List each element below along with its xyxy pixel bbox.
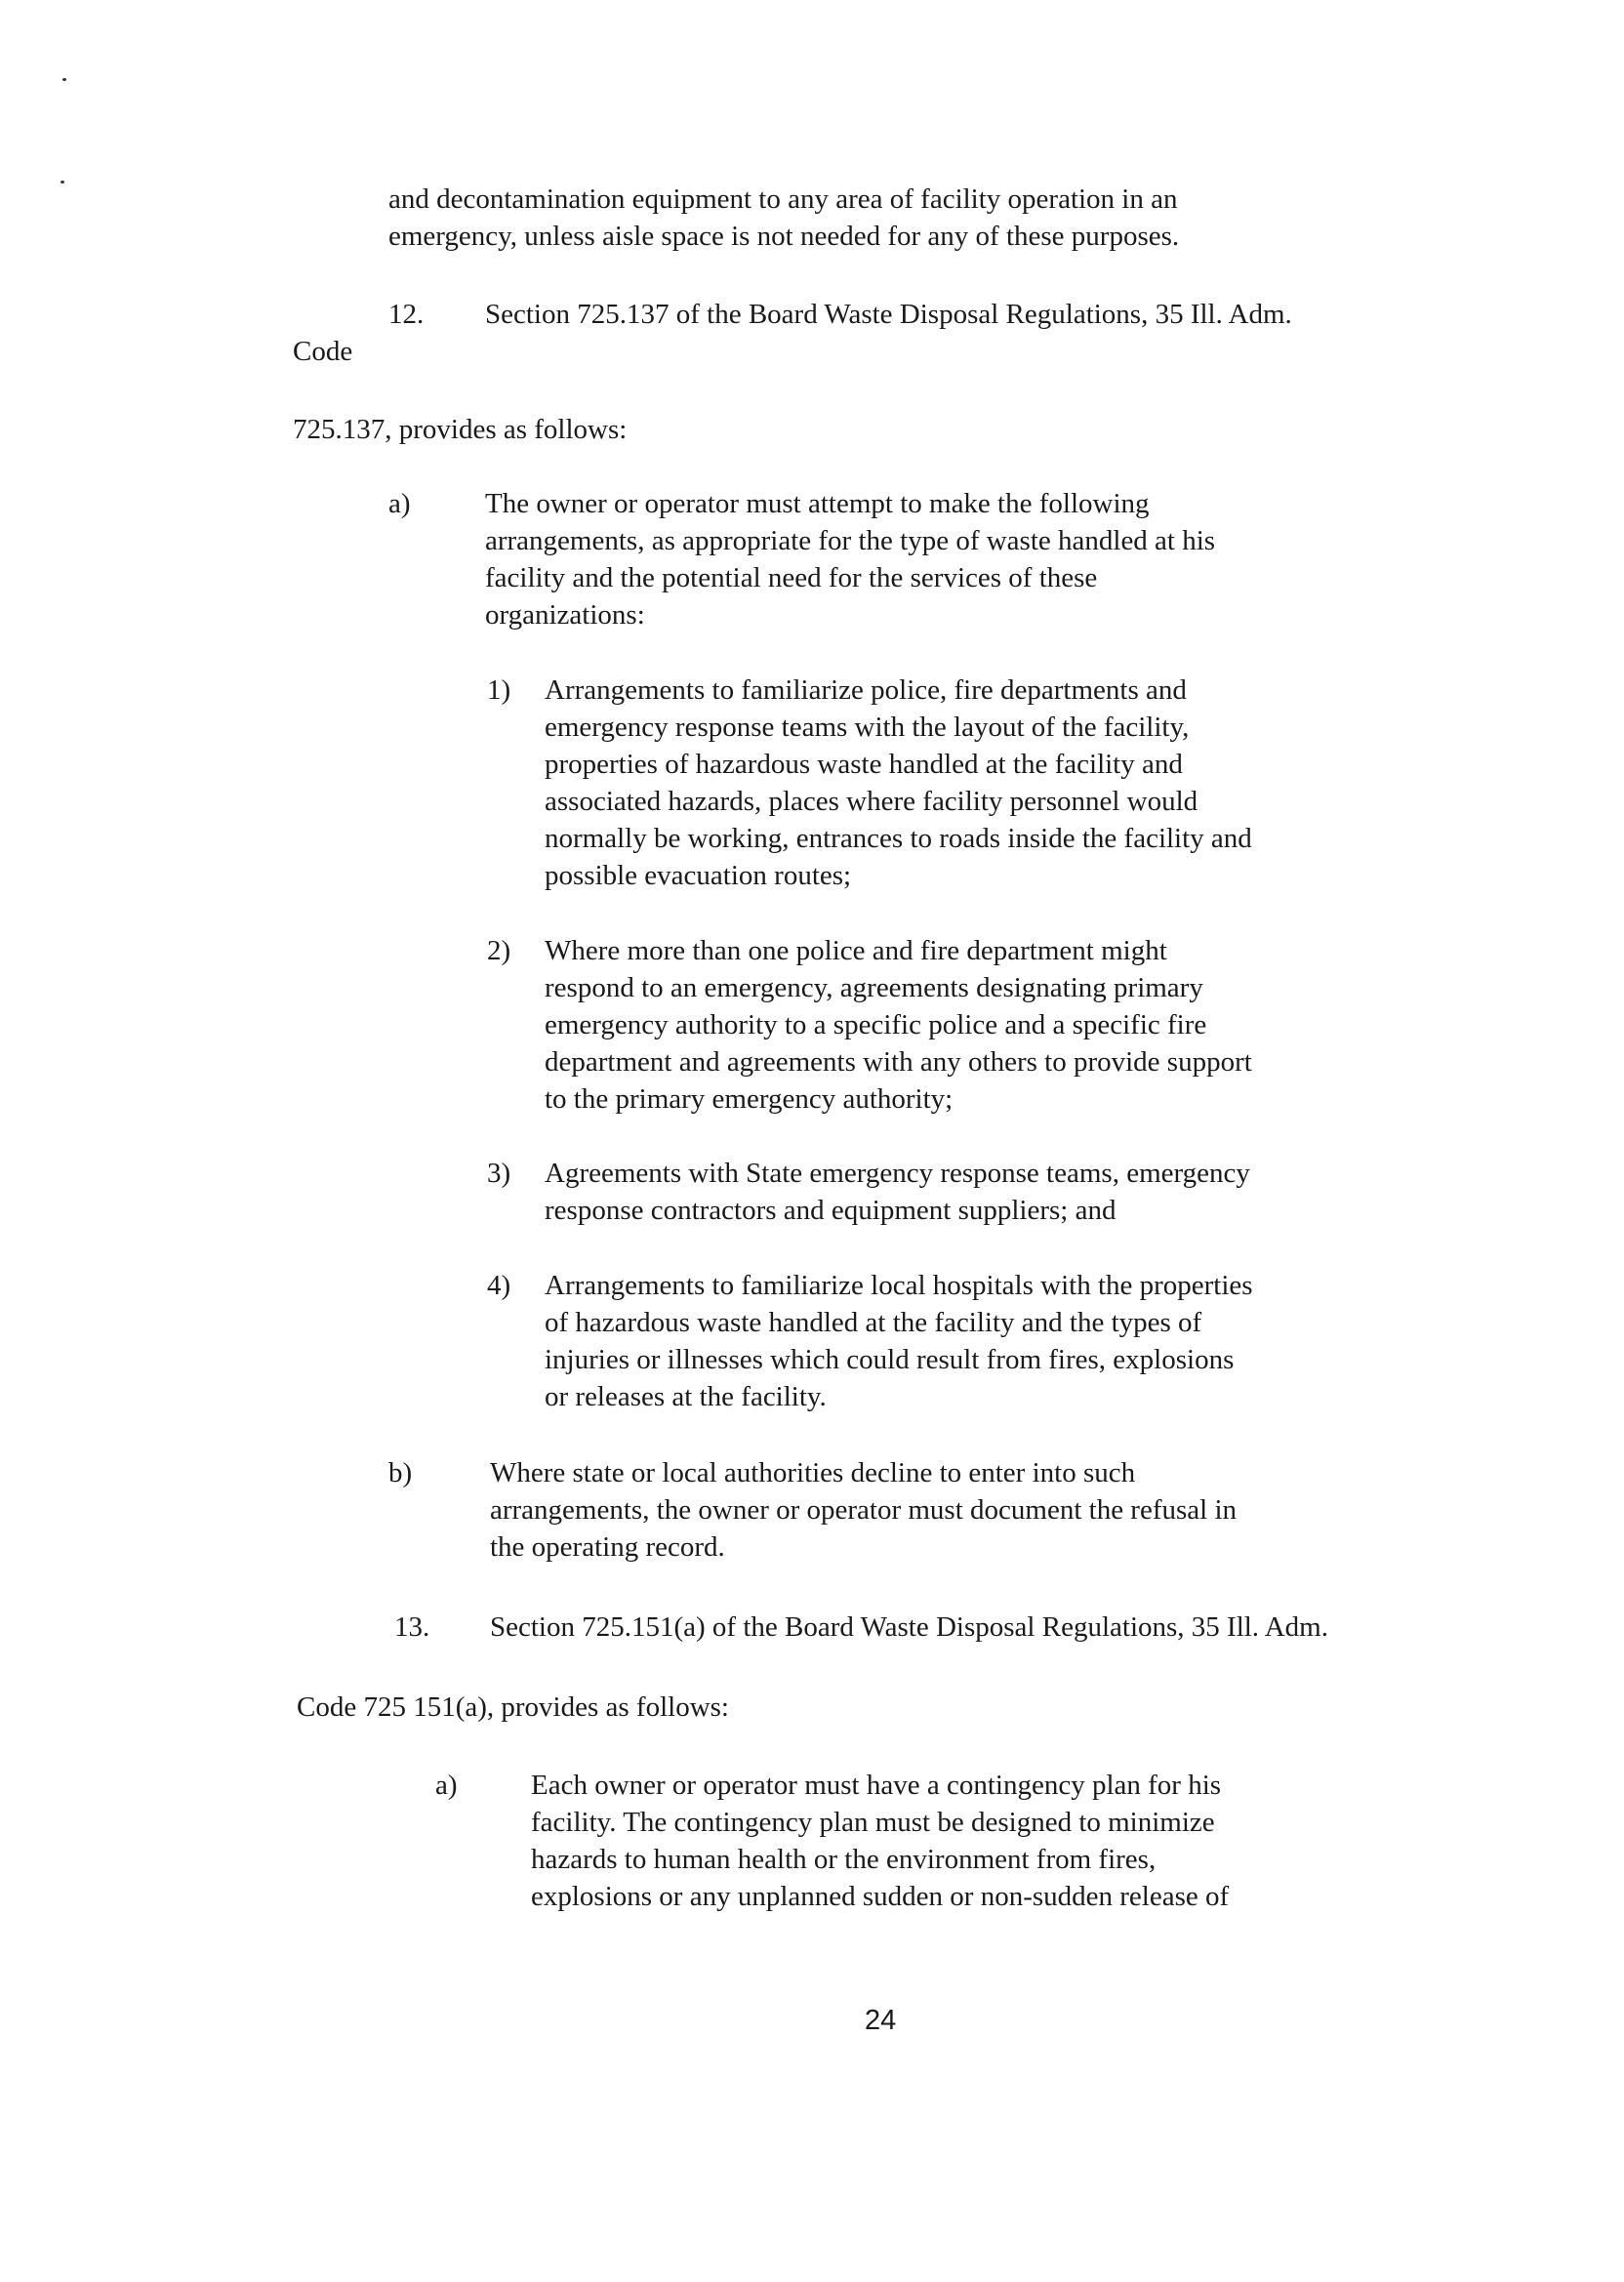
sublist-item-line: department and agreements with any others to provide support	[545, 1046, 1252, 1078]
paragraph-text: Section 725.151(a) of the Board Waste Disposal Regulations, 35 Ill. Adm.	[490, 1611, 1328, 1643]
list-item-line: arrangements, the owner or operator must document the refusal in	[490, 1494, 1238, 1526]
paragraph-text: 725.137, provides as follows:	[293, 414, 628, 445]
list-item-line: The owner or operator must attempt to make the following	[485, 488, 1150, 519]
scan-speck	[62, 78, 66, 81]
sublist-item-line: or releases at the facility.	[545, 1381, 827, 1412]
scan-speck	[61, 181, 64, 183]
sublist-item-line: of hazardous waste handled at the facility and the types of	[545, 1307, 1202, 1338]
list-item-line: hazards to human health or the environment from fires,	[531, 1844, 1157, 1875]
sublist-item-line: Where more than one police and fire department might	[545, 935, 1167, 966]
sublist-item-line: Arrangements to familiarize police, fire departments and	[545, 674, 1187, 706]
list-item-line: arrangements, as appropriate for the type of waste handled at his	[485, 525, 1216, 556]
list-item-line: the operating record.	[490, 1531, 725, 1563]
sublist-item-line: properties of hazardous waste handled at the facility and	[545, 749, 1183, 780]
continuation-line: and decontamination equipment to any area of facility operation in an	[388, 183, 1178, 215]
list-item-line: facility. The contingency plan must be designed to minimize	[531, 1807, 1215, 1838]
sublist-item-line: Agreements with State emergency response teams, emergency	[545, 1158, 1250, 1189]
sublist-item-line: respond to an emergency, agreements designating primary	[545, 972, 1203, 1003]
list-label: a)	[388, 488, 411, 519]
paragraph-text: Code 725 151(a), provides as follows:	[297, 1691, 729, 1723]
list-label: b)	[388, 1457, 413, 1488]
sublist-item-line: associated hazards, places where facility personnel would	[545, 786, 1198, 817]
sublist-item-line: Arrangements to familiarize local hospitals with the properties	[545, 1270, 1253, 1301]
list-item-line: Where state or local authorities decline to enter into such	[490, 1457, 1136, 1488]
paragraph-text: Section 725.137 of the Board Waste Disposal Regulations, 35 Ill. Adm.	[485, 299, 1292, 330]
paragraph-number: 12.	[388, 299, 425, 330]
sublist-item-line: possible evacuation routes;	[545, 860, 852, 891]
paragraph-number: 13.	[394, 1611, 430, 1643]
list-item-line: organizations:	[485, 599, 645, 631]
list-item-line: explosions or any unplanned sudden or non-sudden release of	[531, 1881, 1230, 1912]
sublist-item-line: to the primary emergency authority;	[545, 1083, 954, 1115]
sublist-label: 3)	[487, 1158, 511, 1189]
sublist-item-line: emergency authority to a specific police and a specific fire	[545, 1009, 1207, 1040]
page-number: 24	[865, 2005, 897, 2036]
sublist-label: 2)	[487, 935, 511, 966]
sublist-item-line: injuries or illnesses which could result from fires, explosions	[545, 1344, 1235, 1375]
list-item-line: Each owner or operator must have a contingency plan for his	[531, 1770, 1222, 1801]
sublist-label: 1)	[487, 674, 511, 706]
continuation-line: emergency, unless aisle space is not needed for any of these purposes.	[388, 221, 1180, 252]
sublist-item-line: normally be working, entrances to roads inside the facility and	[545, 823, 1252, 854]
sublist-item-line: response contractors and equipment suppliers; and	[545, 1195, 1116, 1226]
list-item-line: facility and the potential need for the services of these	[485, 562, 1098, 593]
paragraph-text: Code	[293, 336, 353, 367]
sublist-item-line: emergency response teams with the layout of the facility,	[545, 712, 1190, 743]
list-label: a)	[435, 1770, 458, 1801]
sublist-label: 4)	[487, 1270, 511, 1301]
